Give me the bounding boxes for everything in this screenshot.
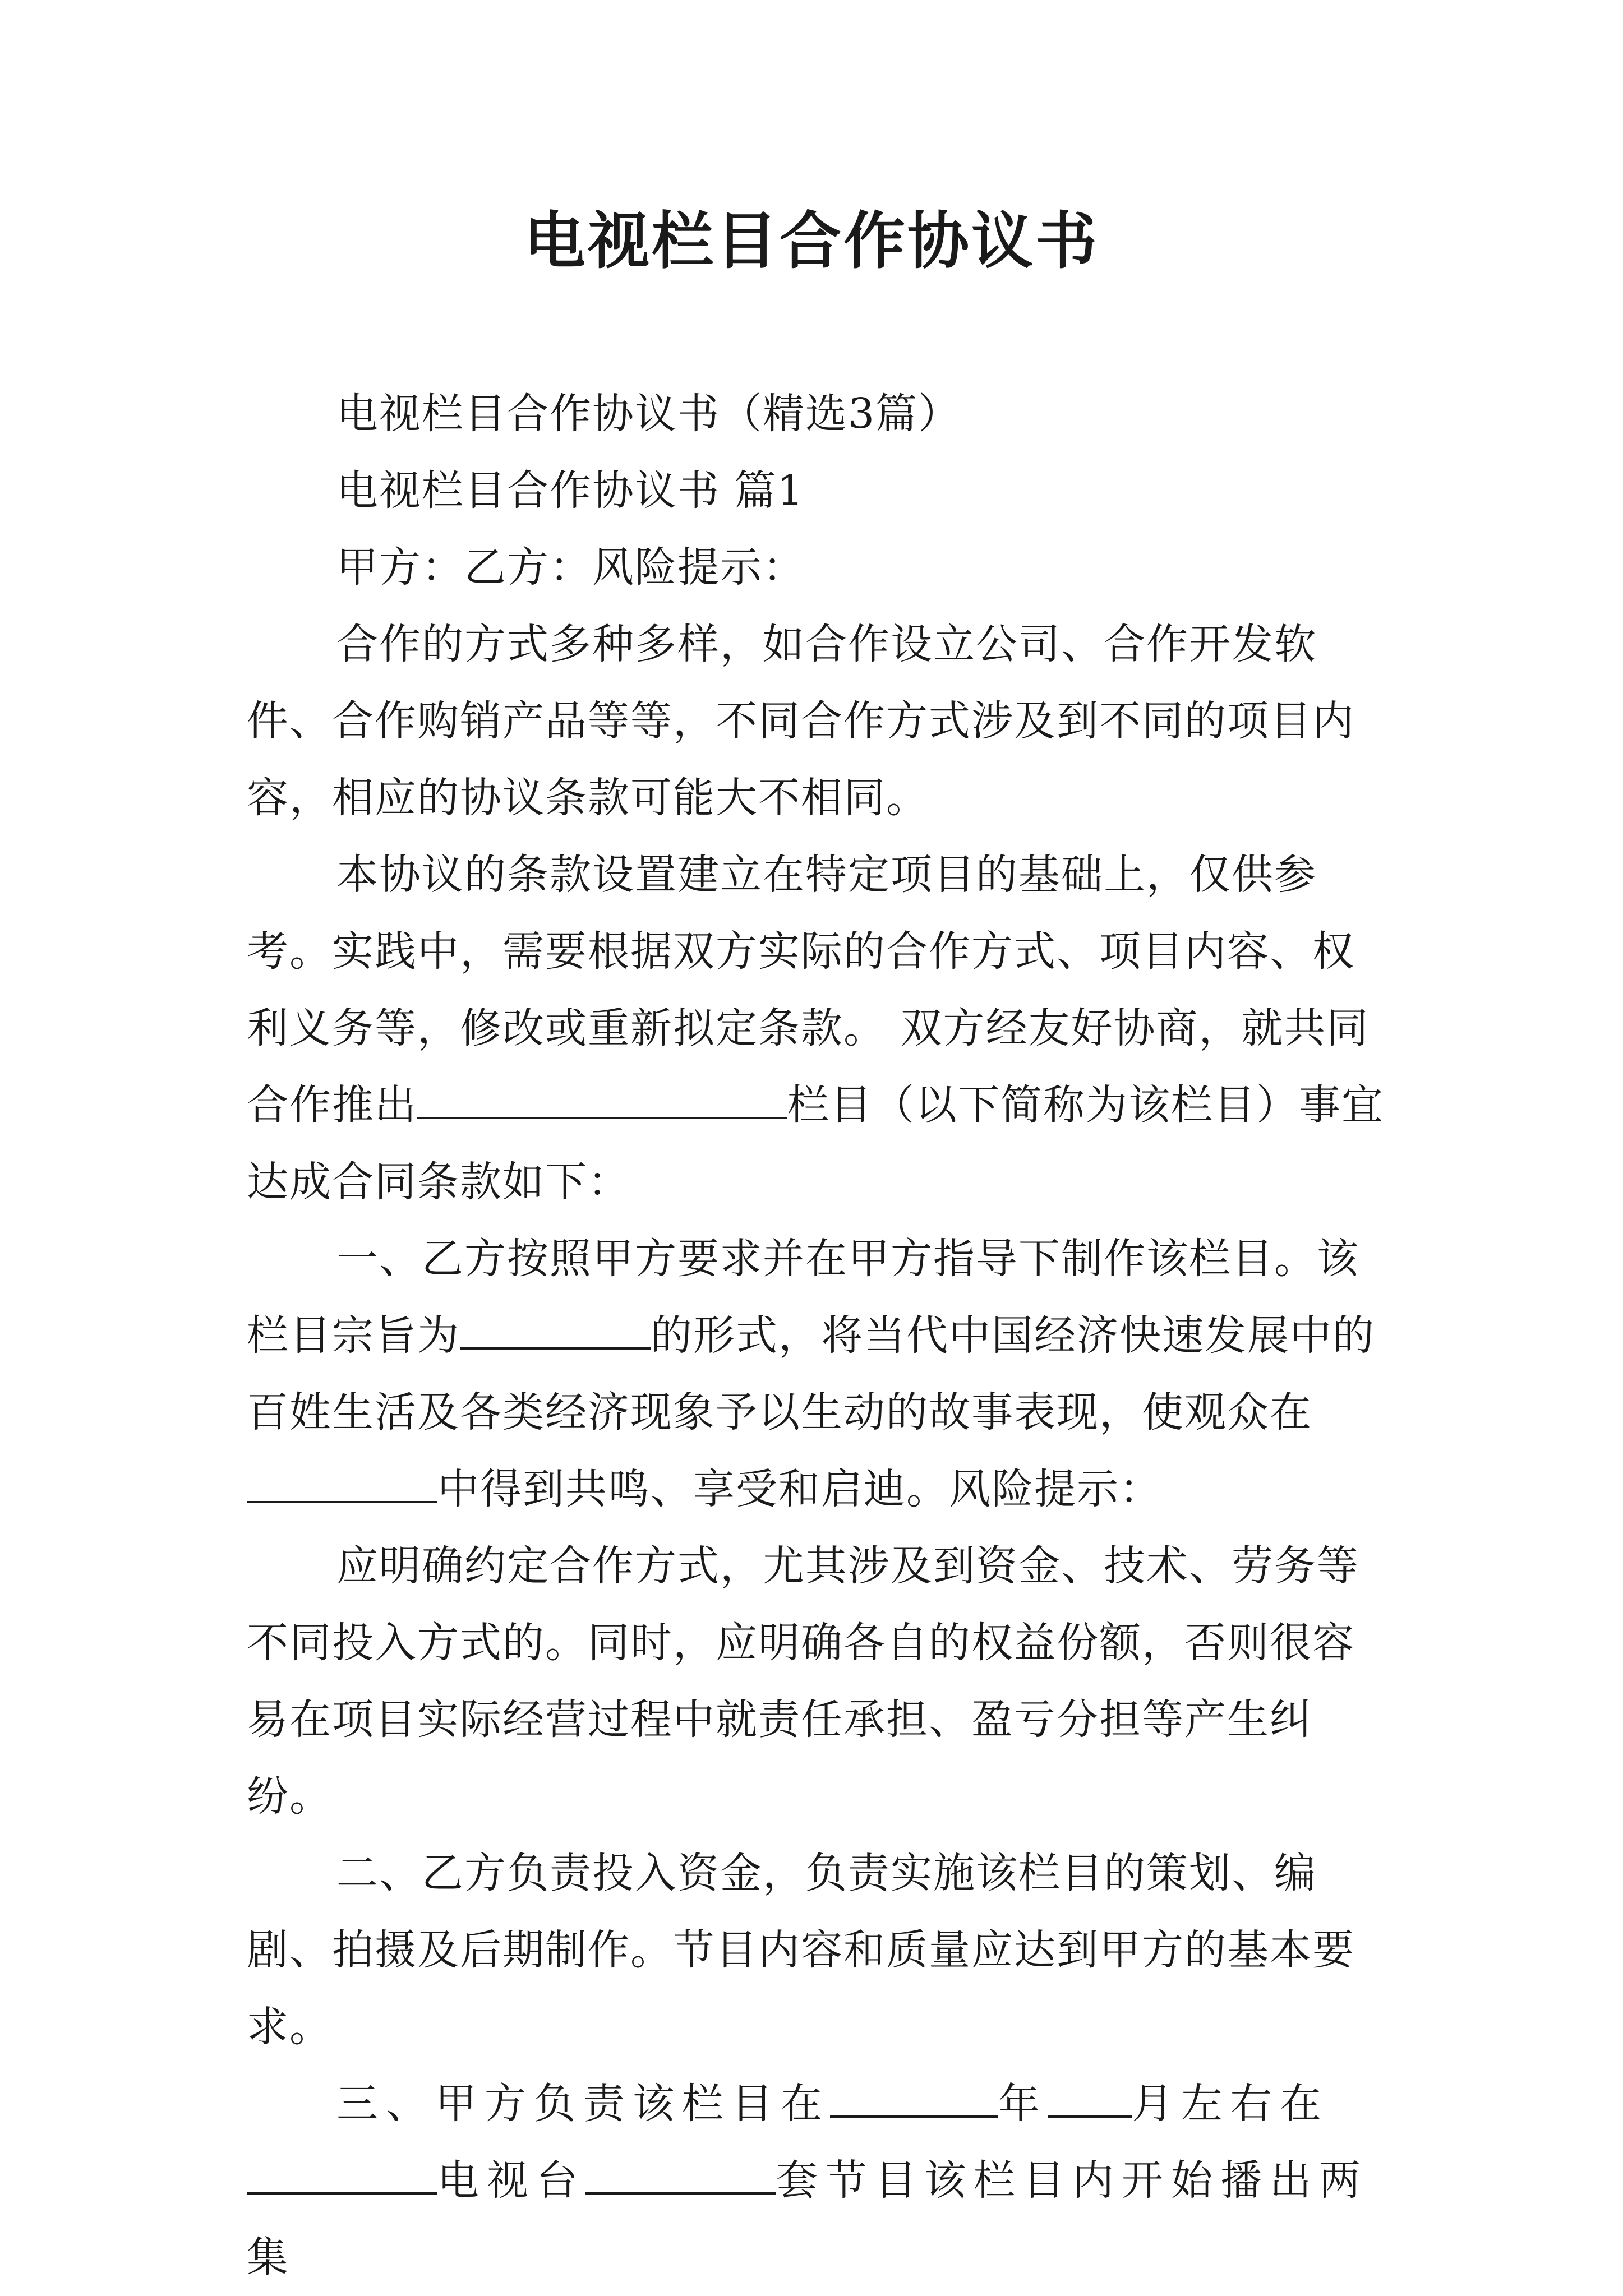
fill-blank-audience-context[interactable] [247,1459,437,1503]
clause-text: 套节目该栏目内开始播出两集 [247,2156,1368,2281]
page-title: 电视栏目合作协议书 [524,205,1099,277]
clause-text: 三、甲方负责该栏目在 [336,2080,830,2128]
clause-3 [247,2066,1391,2296]
clause-text: 年 [998,2080,1048,2128]
fill-blank-month[interactable] [1048,2074,1132,2118]
risk-note: 应明确约定合作方式，尤其涉及到资金、技术、劳务等不同投入方式的。同时，应明确各自的权益份额，否则很容易在项目实际经营过程中就责任承担、盈亏分担等产生纠纷。 [247,1542,1359,1821]
document-body [247,376,1391,2296]
paragraph-text: 栏目（以下简称为该栏目）事宜达成合同条款如下： [247,1081,1384,1206]
subtitle: 电视栏目合作协议书（精选3篇） [336,390,961,438]
paragraph-cooperation-methods: 合作的方式多种多样，如合作设立公司、合作开发软件、合作购销产品等等，不同合作方式涉及到不同的项目内容，相应的协议条款可能大不相同。 [247,620,1355,822]
fill-blank-year[interactable] [830,2074,998,2118]
clause-text: 电视台 [437,2156,585,2205]
clause-text: 的形式，将当代中国经济快速发展中的百姓生活及各类经济现象予以生动的故事表现，使观众在 [247,1311,1375,1436]
section-heading: 电视栏目合作协议书 篇1 [336,466,805,515]
fill-blank-program-name[interactable] [417,1075,787,1119]
clause-2: 二、乙方负责投入资金，负责实施该栏目的策划、编剧、拍摄及后期制作。节目内容和质量应达到甲方的基本要求。 [247,1849,1355,2051]
paragraph-text: 本协议的条款设置建立在特定项目的基础上，仅供参考。实践中，需要根据双方实际的合作方式、项目内容、权利义务等，修改或重新拟定条款。 双方经友好协商，就共同合作推出 [247,851,1370,1129]
clause-text: 一、乙方按照甲方要求并在甲方指导下制作该栏目。该栏目宗旨为 [247,1235,1359,1360]
clause-text: 月左右在 [1132,2080,1329,2128]
fill-blank-tv-station[interactable] [247,2151,437,2195]
fill-blank-program-purpose[interactable] [460,1306,651,1350]
paragraph-agreement-basis [247,837,1391,1221]
clause-1 [247,1221,1391,1528]
fill-blank-channel[interactable] [585,2151,776,2195]
clause-text: 中得到共鸣、享受和启迪。风险提示： [437,1465,1162,1513]
parties-line: 甲方：乙方：风险提示： [336,543,805,592]
